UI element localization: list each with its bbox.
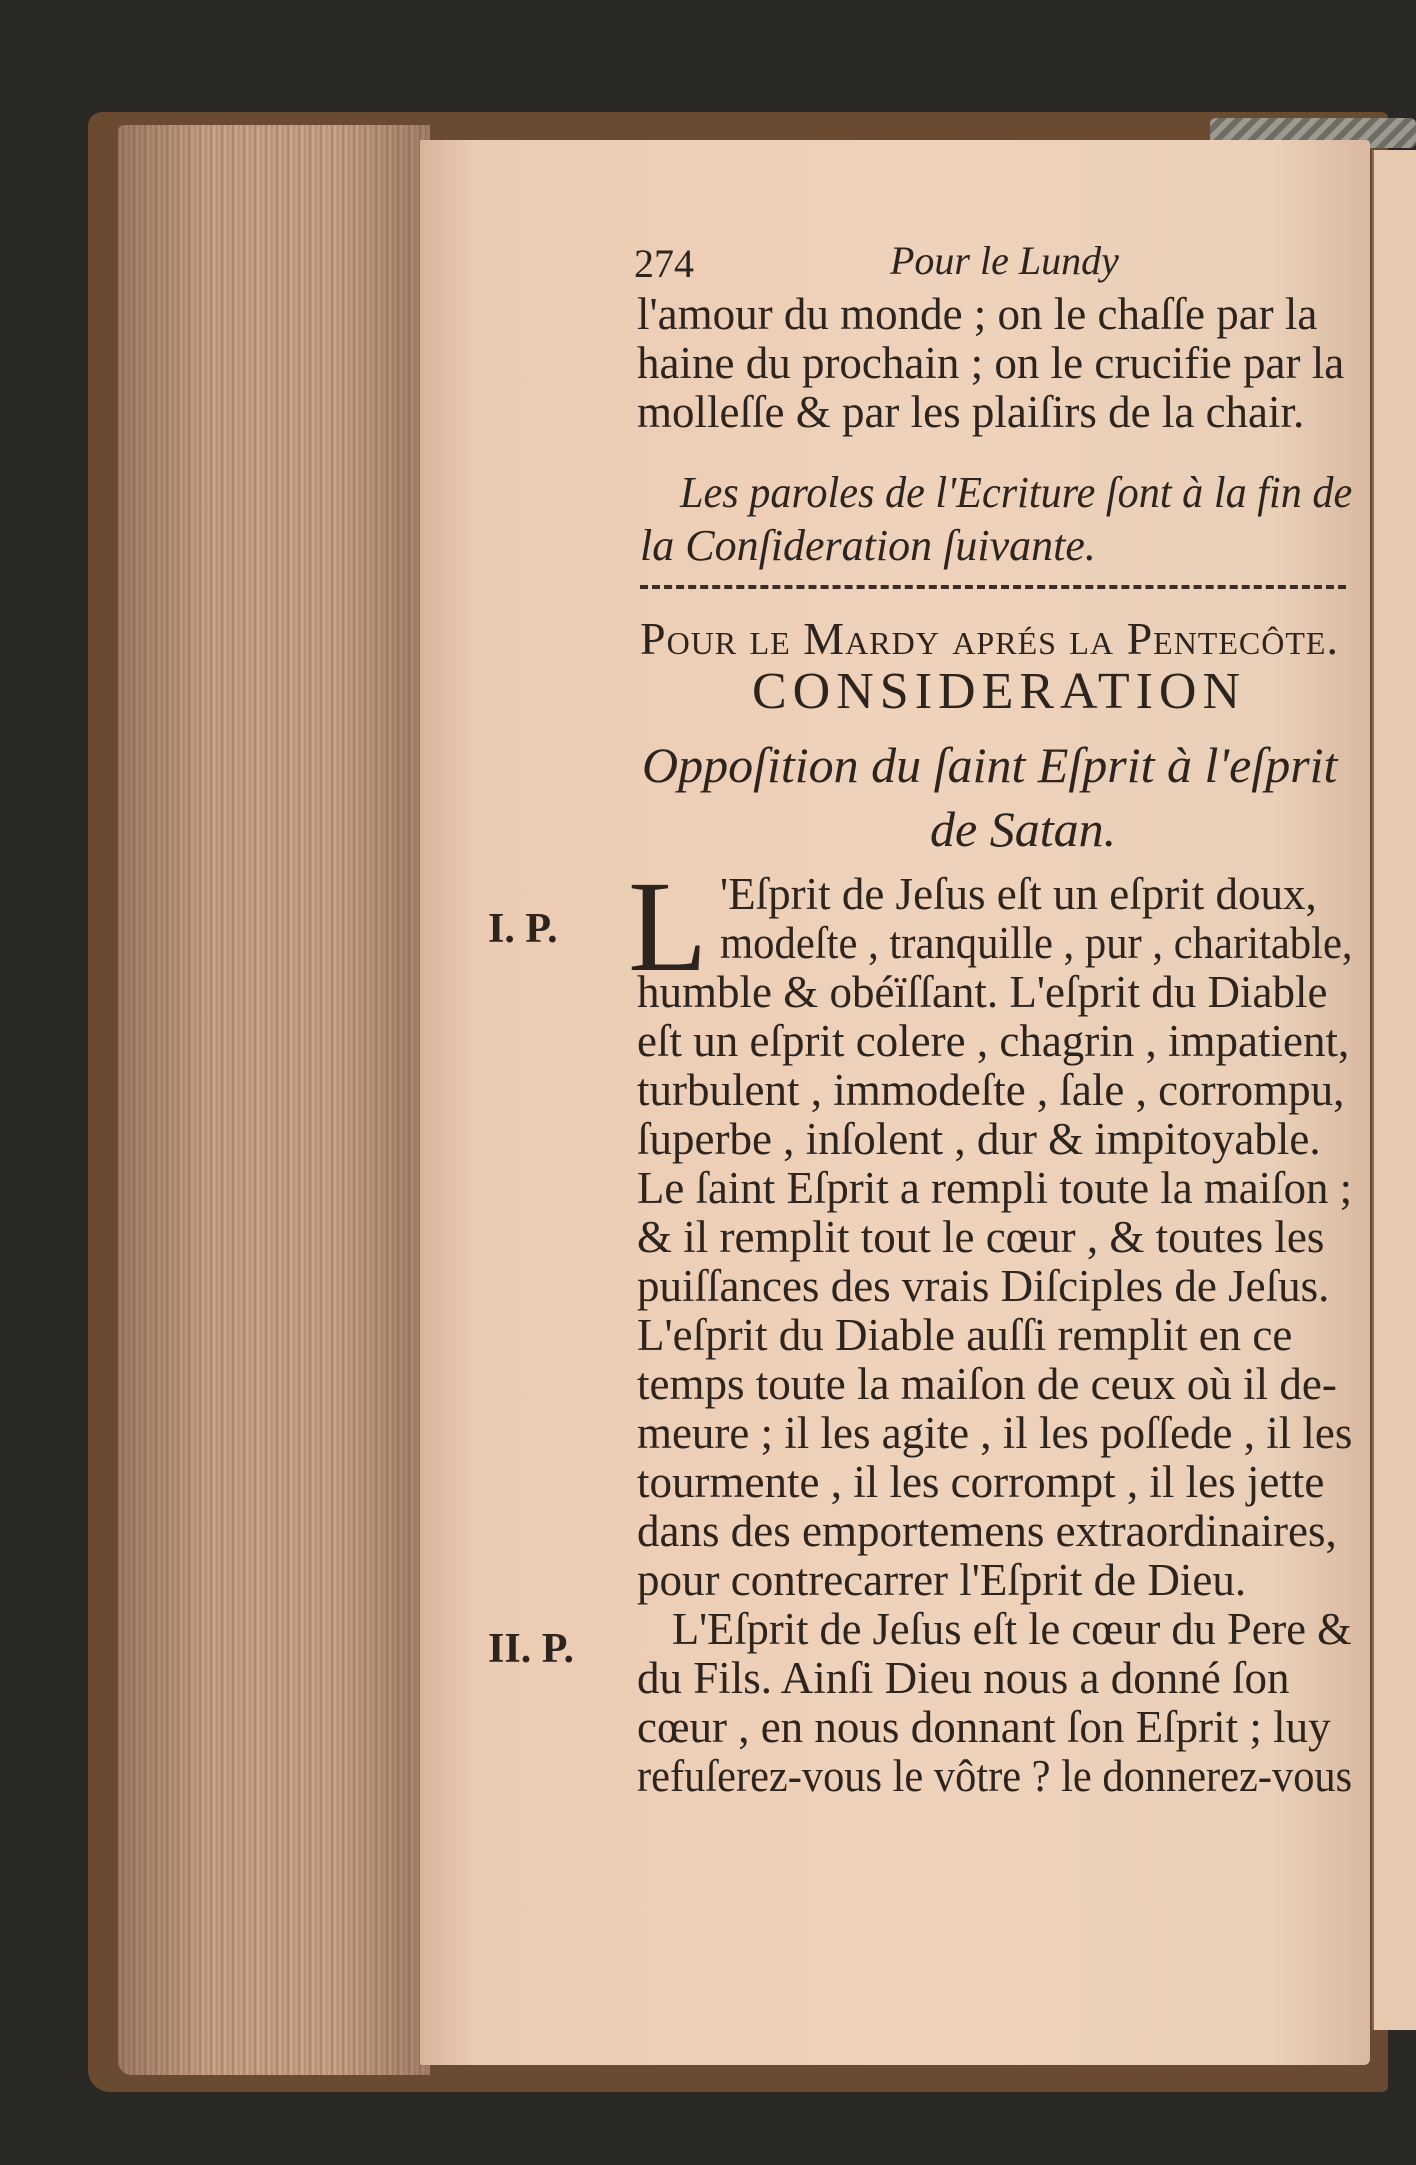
page-number: 274 <box>634 241 694 286</box>
text-line: tourmente , il les corrompt , il les jette <box>637 1457 1325 1507</box>
subtitle-line: de Satan. <box>930 801 1117 857</box>
text-line: L'Eſprit de Jeſus eſt le cœur du Pere & <box>672 1604 1352 1654</box>
running-head: Pour le Lundy <box>890 238 1119 283</box>
text-line: turbulent , immodeſte , ſale , corrompu, <box>637 1065 1345 1115</box>
section-divider <box>640 585 1346 589</box>
text-line: haine du prochain ; on le crucifie par la <box>637 338 1345 388</box>
text-line: meure ; il les agite , il les poſſede , il les <box>637 1408 1353 1458</box>
section-heading: Pour le Mardy aprés la Pentecôte. <box>640 613 1339 664</box>
text-line: pour contrecarrer l'Eſprit de Dieu. <box>637 1555 1247 1605</box>
text-line: puiſſances des vrais Diſciples de Jeſus. <box>637 1261 1330 1311</box>
text-line: & il remplit tout le cœur , & toutes les <box>637 1212 1325 1262</box>
subtitle-line: Oppoſition du ſaint Eſprit à l'eſprit <box>642 737 1338 793</box>
text-line: dans des emportemens extraordinaires, <box>637 1506 1337 1556</box>
text-line: humble & obéïſſant. L'eſprit du Diable <box>637 967 1328 1017</box>
text-line: ſuperbe , inſolent , dur & impitoyable. <box>637 1114 1321 1164</box>
text-line: molleſſe & par les plaiſirs de la chair. <box>637 387 1305 437</box>
consideration-title: CONSIDERATION <box>752 663 1246 720</box>
margin-note: II. P. <box>488 1626 574 1672</box>
text-line: refuſerez-vous le vôtre ? le donnerez-vous <box>637 1751 1353 1801</box>
next-page-edge <box>1372 150 1416 2030</box>
text-line: Le ſaint Eſprit a rempli toute la maiſon ; <box>637 1163 1353 1213</box>
text-line: modeſte , tranquille , pur , charitable, <box>720 918 1353 968</box>
scripture-note-line: la Conſideration ſuivante. <box>640 521 1096 570</box>
text-line: l'amour du monde ; on le chaſſe par la <box>637 289 1318 339</box>
text-line: temps toute la maiſon de ceux où il de- <box>637 1359 1337 1409</box>
text-line: cœur , en nous donnant ſon Eſprit ; luy <box>637 1702 1331 1752</box>
scripture-note-line: Les paroles de l'Ecriture ſont à la fin de <box>680 468 1353 517</box>
drop-cap: L <box>628 855 708 999</box>
margin-note: I. P. <box>488 906 558 952</box>
text-line: eſt un eſprit colere , chagrin , impatient, <box>637 1016 1350 1066</box>
page-edges-shade <box>118 125 430 2075</box>
text-line: du Fils. Ainſi Dieu nous a donné ſon <box>637 1653 1290 1703</box>
text-line: 'Eſprit de Jeſus eſt un eſprit doux, <box>720 869 1317 919</box>
text-line: L'eſprit du Diable auſſi remplit en ce <box>637 1310 1293 1360</box>
